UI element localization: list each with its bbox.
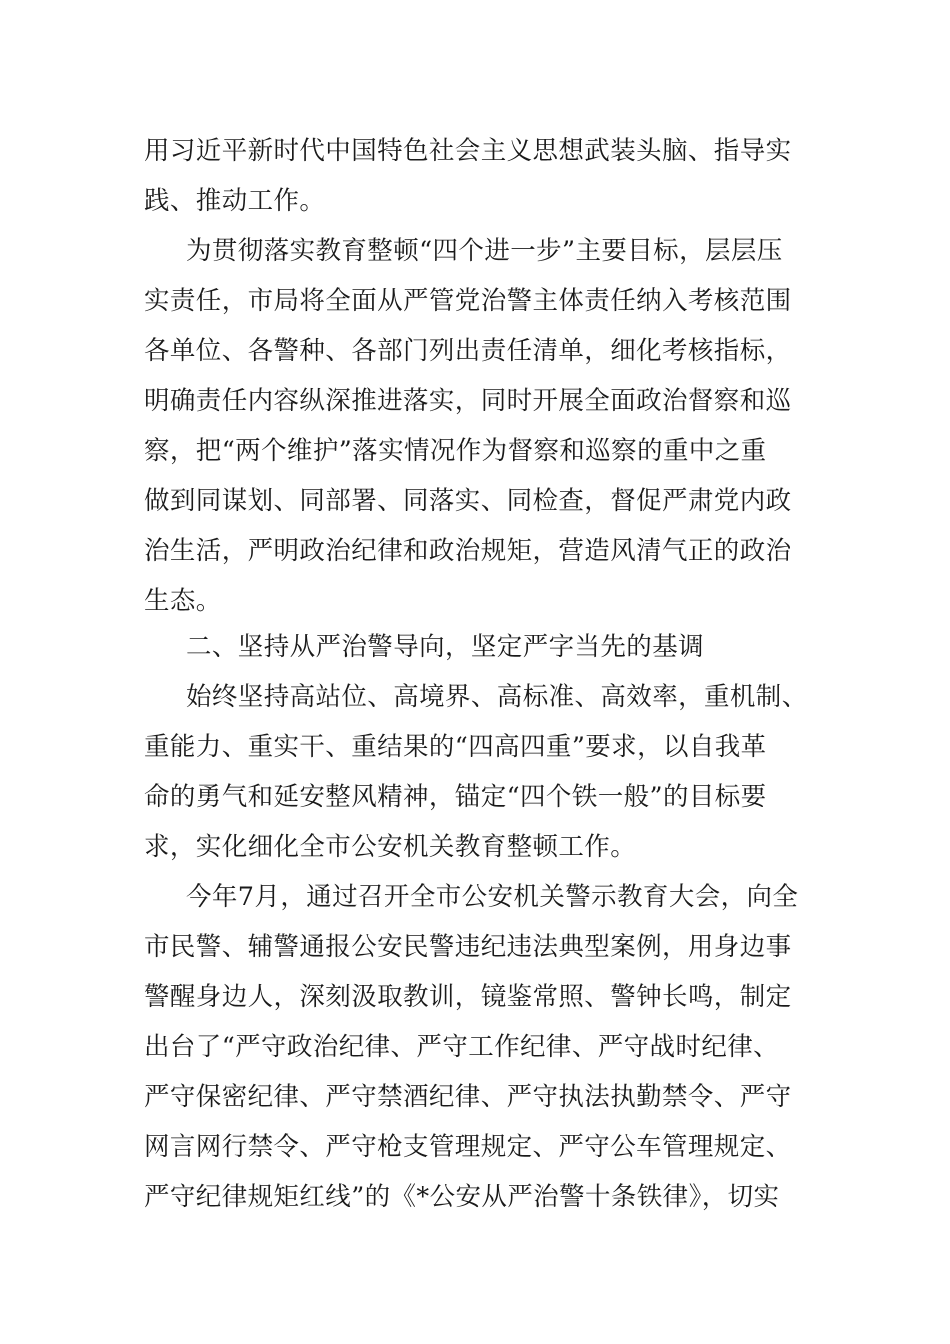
paragraph-start-line: 今年7月，通过召开全市公安机关警示教育大会，向全	[186, 882, 799, 912]
text-line: 市民警、辅警通报公安民警违纪违法典型案例，用身边事	[144, 932, 792, 962]
text-line: 生态。	[144, 586, 222, 616]
text-line: 察，把“两个维护”落实情况作为督察和巡察的重中之重	[144, 436, 767, 466]
text-line: 践、推动工作。	[144, 186, 326, 216]
paragraph-start-line: 为贯彻落实教育整顿“四个进一步”主要目标，层层压	[186, 236, 783, 266]
text-line: 治生活，严明政治纪律和政治规矩，营造风清气正的政治	[144, 536, 792, 566]
text-line: 严守保密纪律、严守禁酒纪律、严守执法执勤禁令、严守	[144, 1082, 792, 1112]
text-line: 实责任，市局将全面从严管党治警主体责任纳入考核范围	[144, 286, 792, 316]
text-line: 重能力、重实干、重结果的“四高四重”要求，以自我革	[144, 732, 767, 762]
section-heading: 二、坚持从严治警导向，坚定严字当先的基调	[186, 632, 705, 662]
text-line: 明确责任内容纵深推进落实，同时开展全面政治督察和巡	[144, 386, 792, 416]
text-line: 用习近平新时代中国特色社会主义思想武装头脑、指导实	[144, 136, 792, 166]
text-line: 做到同谋划、同部署、同落实、同检查，督促严肃党内政	[144, 486, 792, 516]
text-line: 严守纪律规矩红线”的《*公安从严治警十条铁律》，切实	[144, 1182, 780, 1212]
text-line: 求，实化细化全市公安机关教育整顿工作。	[144, 832, 637, 862]
paragraph-start-line: 始终坚持高站位、高境界、高标准、高效率，重机制、	[186, 682, 808, 712]
text-line: 网言网行禁令、严守枪支管理规定、严守公车管理规定、	[144, 1132, 792, 1162]
text-line: 出台了“严守政治纪律、严守工作纪律、严守战时纪律、	[144, 1032, 780, 1062]
text-line: 警醒身边人，深刻汲取教训，镜鉴常照、警钟长鸣，制定	[144, 982, 792, 1012]
text-line: 各单位、各警种、各部门列出责任清单，细化考核指标，	[144, 336, 792, 366]
text-line: 命的勇气和延安整风精神，锚定“四个铁一般”的目标要	[144, 782, 767, 812]
